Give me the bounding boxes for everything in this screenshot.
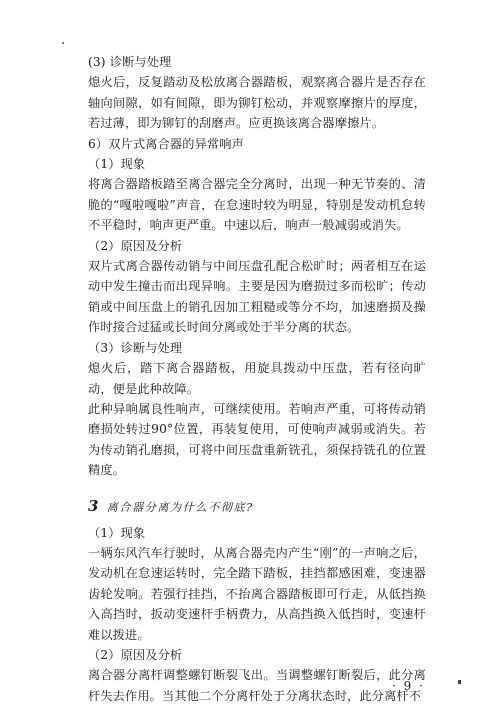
subheading-diagnosis: (3) 诊断与处理 — [88, 55, 172, 69]
paragraph: 将离合器踏板踏至离合器完全分离时，出现一种无节奏的、清脆的“嘎啦嘎啦”声音，在怠速时较为明显，特别是发动机怠转不平稳时，响声更严重。中速以后，响声一般减弱或消失。 — [88, 177, 426, 233]
subheading-symptom: （1）现象 — [88, 157, 146, 172]
subheading-diagnosis: （3）诊断与处理 — [88, 340, 183, 355]
subheading-double-plate-noise: 6）双片式离合器的异常响声 — [88, 136, 244, 151]
page-number: · 9 · — [392, 679, 425, 693]
paragraph: 熄火后，踏下离合器踏板，用旋具拨动中压盘，若有径向旷动，便是此种故障。 — [88, 361, 426, 396]
paragraph: 熄火后，反复踏动及松放离合器踏板，观察离合器片是否存在轴向间隙，如有间隙，即为铆钉松动，并观察摩擦片的厚度，若过薄，即为铆钉的刮磨声。应更换该离合器摩擦片。 — [88, 75, 426, 131]
paragraph: 离合器分离杆调整螺钉断裂飞出。当调整螺钉断裂后，此分离杆失去作用。当其他二个分离杆处于分离状态时，此分离杆不 — [88, 668, 426, 703]
subheading-cause: （2）原因及分析 — [88, 238, 183, 253]
section-heading — [88, 495, 426, 519]
section-number: 3 — [88, 496, 99, 515]
print-speck — [62, 42, 64, 44]
page-content — [88, 52, 426, 706]
paragraph: 此种异响属良性响声，可继续使用。若响声严重，可将传动销磨损处转过90°位置，再装复使用，可使响声减弱或消失。若为传动销孔磨损，可将中间压盘重新铣孔，须保持铣孔的位置精度。 — [88, 401, 426, 478]
section-spacer — [88, 481, 426, 495]
subheading-symptom: （1）现象 — [88, 525, 146, 540]
paragraph: 一辆东风汽车行驶时，从离合器壳内产生“刚”的一声响之后，发动机在怠速运转时，完全踏下踏板，挂挡都感困难，变速器齿轮发响。若强行挂挡，不抬离合器踏板即可行走，从低挡换入高挡时，扳动变速杆手柄费力，从高挡换入低挡时，变速杆难以拨进。 — [88, 545, 426, 642]
paragraph: 双片式离合器传动销与中间压盘孔配合松旷时；两者相互在运动中发生撞击而出现异响。主要是因为磨损过多而松旷；传动销或中间压盘上的销孔因加工粗糙或等分不均，加速磨损及操作时接合过猛或长时间分离或处于半分离的状态。 — [88, 259, 426, 335]
section-title: 离合器分离为什么不彻底? — [106, 500, 254, 514]
edge-mark — [458, 680, 461, 684]
subheading-cause: （2）原因及分析 — [88, 647, 183, 662]
